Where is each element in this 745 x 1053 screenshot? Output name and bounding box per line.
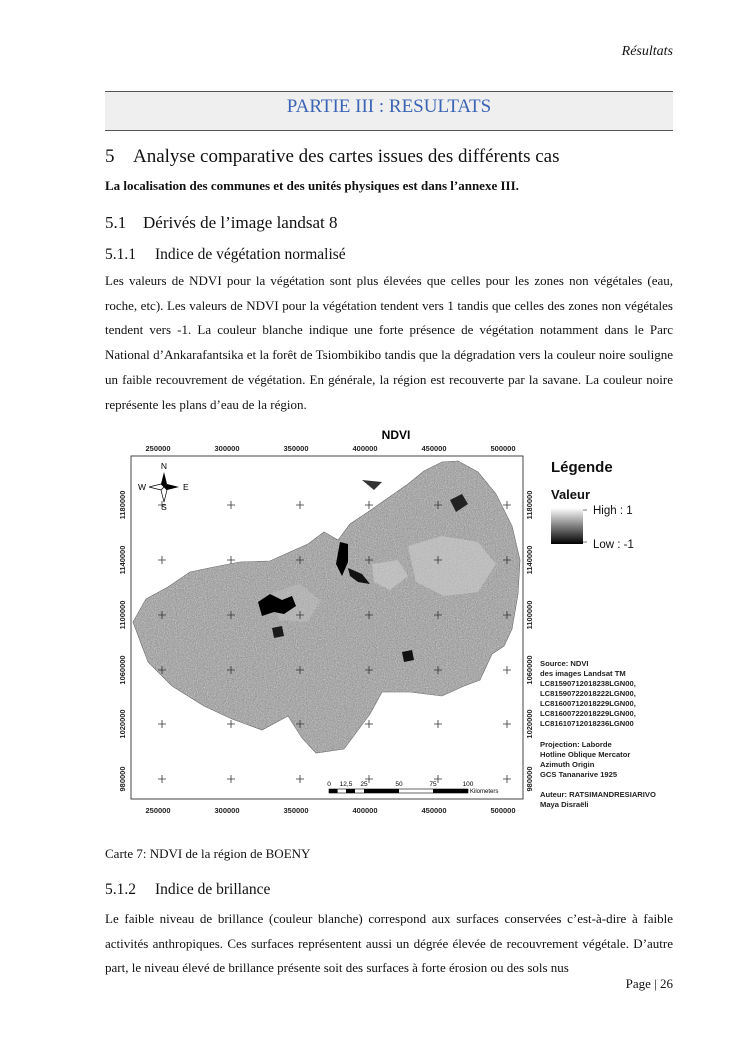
source-line: des images Landsat TM (540, 669, 626, 678)
legend-subtitle: Valeur (551, 487, 591, 502)
scale-label: 0 (327, 781, 331, 788)
section-title: Analyse comparative des cartes issues des différents cas (133, 146, 560, 167)
scale-label: 75 (429, 781, 437, 788)
section-5-heading (105, 146, 559, 168)
x-tick-label: 350000 (283, 444, 309, 453)
projection-line: Projection: Laborde (540, 740, 612, 749)
section-number: 5.1.1 (105, 246, 136, 263)
y-tick-label: 1140000 (525, 545, 534, 575)
y-tick-label: 1060000 (525, 655, 534, 685)
x-tick-label: 350000 (283, 806, 309, 815)
x-ticks-bottom (145, 806, 515, 815)
section-5-1-1-heading (105, 246, 346, 264)
legend-title: Légende (551, 459, 613, 476)
section-number: 5.1 (105, 213, 127, 232)
compass-n: N (160, 461, 168, 471)
compass-w: W (138, 482, 147, 492)
map-title: NDVI (381, 428, 411, 442)
x-tick-label: 300000 (214, 444, 240, 453)
section-title: Dérivés de l’image landsat 8 (143, 213, 338, 232)
ndvi-map-figure (112, 424, 686, 824)
projection-line: Hotline Oblique Mercator (540, 750, 631, 759)
scale-label: 25 (360, 781, 368, 788)
part-title-box (105, 91, 673, 131)
section-number: 5 (105, 146, 115, 167)
ndvi-map (112, 424, 686, 824)
x-tick-label: 400000 (352, 444, 378, 453)
legend-gradient (551, 508, 583, 544)
y-tick-label: 980000 (118, 766, 127, 792)
source-line: Source: NDVI (540, 659, 589, 668)
x-tick-label: 250000 (145, 444, 171, 453)
compass-e: E (183, 482, 189, 492)
source-line: LC81600722018229LGN00, (540, 709, 636, 718)
x-tick-label: 450000 (421, 444, 447, 453)
section-title: Indice de végétation normalisé (155, 246, 346, 263)
map-legend (551, 459, 634, 551)
scale-label: 12,5 (339, 781, 353, 788)
x-tick-label: 300000 (214, 806, 240, 815)
source-line: LC81590712018238LGN00, (540, 679, 636, 688)
legend-low: Low : -1 (593, 539, 634, 551)
scale-label: 100 (462, 781, 474, 788)
x-tick-label: 400000 (352, 806, 378, 815)
brillance-paragraph: Le faible niveau de brillance (couleur blanche) correspond aux surfaces conservées c’est-à-dire à faible activités anthropiques. Ces surfaces représentent aussi un dégrée élevée de recouvrement végétale. D’autre part, le niveau élevé de brillance présente soit des surfaces à forte érosion ou des sols nus (105, 911, 673, 976)
x-tick-label: 450000 (421, 806, 447, 815)
source-line: LC81590722018222LGN00, (540, 689, 636, 698)
running-header: Résultats (621, 44, 673, 59)
y-tick-label: 1020000 (525, 709, 534, 739)
author-line: Maya Disraëli (540, 800, 589, 809)
source-line: LC81610712018236LGN00 (540, 719, 634, 728)
y-tick-label: 1180000 (118, 490, 127, 520)
y-tick-label: 1020000 (118, 709, 127, 739)
y-tick-label: 1100000 (118, 600, 127, 630)
compass-s: S (161, 502, 167, 512)
map-caption: Carte 7: NDVI de la région de BOENY (105, 846, 311, 861)
x-ticks-top (145, 444, 515, 453)
y-ticks-right (525, 491, 534, 792)
projection-line: GCS Tananarive 1925 (540, 770, 618, 779)
y-tick-label: 1100000 (525, 600, 534, 630)
y-ticks-left (118, 491, 127, 792)
map-credits (540, 659, 656, 809)
part-title: PARTIE III : RESULTATS (286, 96, 492, 117)
projection-line: Azimuth Origin (540, 760, 595, 769)
section-title: Indice de brillance (155, 881, 271, 898)
ndvi-paragraph: Les valeurs de NDVI pour la végétation sont plus élevées que celles pour les zones non végétales (eau, roche, etc). Les valeurs de NDVI pour la végétation tendent vers 1 tandis que celles des zones non végétales tendent vers -1. La couleur blanche indique une forte présence de végétation notamment dans le Parc National d’Ankarafantsika et la forêt de Tsiombikibo tandis que la dégradation vers la couleur noire souligne un faible recouvrement de végétation. En générale, la région est recouverte par la savane. La couleur noire représente les plans d’eau de la région. (105, 273, 673, 412)
author-line: Auteur: RATSIMANDRESIARIVO (540, 790, 656, 799)
x-tick-label: 250000 (145, 806, 171, 815)
source-line: LC81600712018229LGN00, (540, 699, 636, 708)
y-tick-label: 1180000 (525, 490, 534, 520)
scale-unit: Kilometers (470, 789, 499, 795)
y-tick-label: 980000 (525, 766, 534, 792)
page-number: Page | 26 (625, 976, 673, 991)
scale-label: 50 (395, 781, 403, 788)
x-tick-label: 500000 (490, 806, 516, 815)
legend-high: High : 1 (593, 505, 633, 517)
section-5-1-heading (105, 213, 338, 233)
x-tick-label: 500000 (490, 444, 516, 453)
section-5-1-2-heading (105, 881, 270, 899)
section-number: 5.1.2 (105, 881, 136, 898)
y-tick-label: 1060000 (118, 655, 127, 685)
y-tick-label: 1140000 (118, 545, 127, 575)
annex-note: La localisation des communes et des unités physiques est dans l’annexe III. (105, 178, 519, 193)
